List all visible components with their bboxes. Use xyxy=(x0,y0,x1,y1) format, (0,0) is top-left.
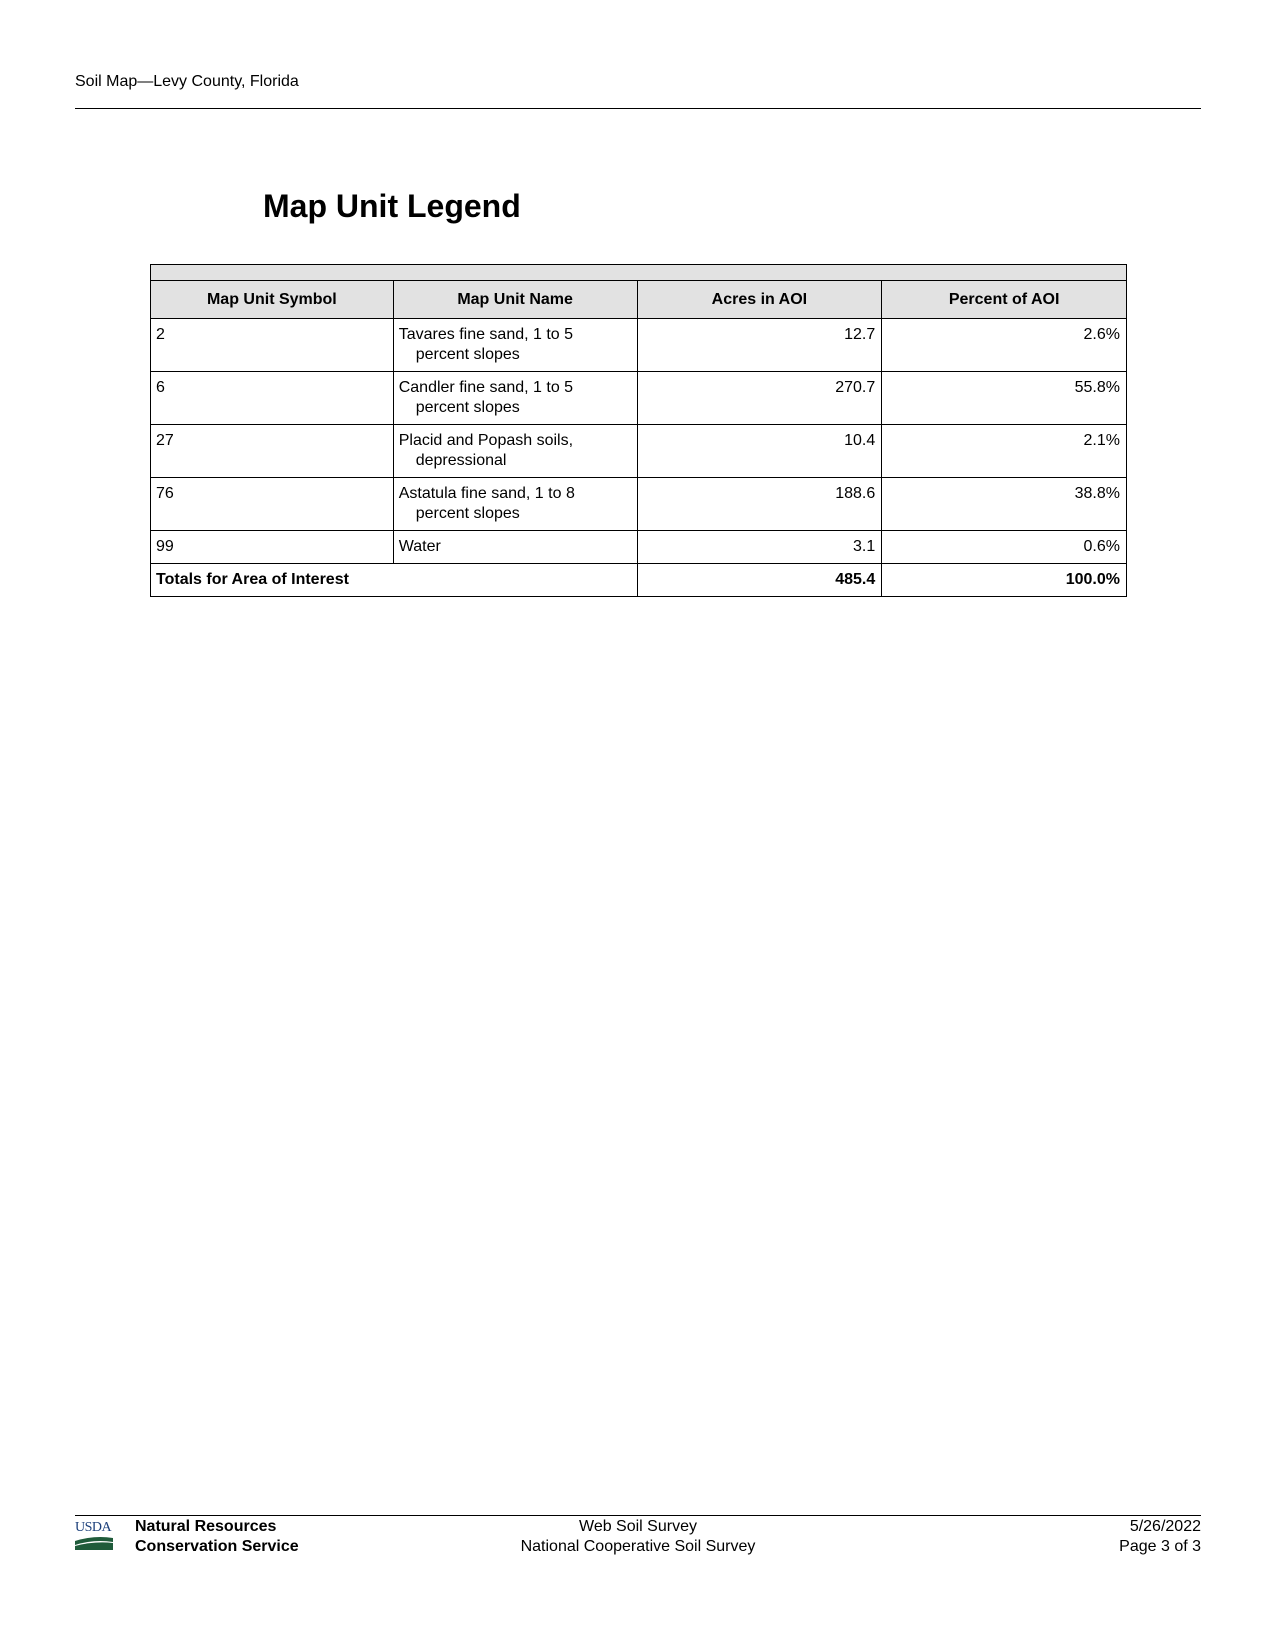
totals-row xyxy=(151,564,1127,597)
cell-name-line1: Astatula fine sand, 1 to 8 xyxy=(398,485,575,502)
table-row xyxy=(151,319,1127,372)
page-header-title: Soil Map—Levy County, Florida xyxy=(75,73,299,90)
totals-label: Totals for Area of Interest xyxy=(151,564,638,597)
cell-acres: 10.4 xyxy=(637,425,882,478)
cell-acres: 3.1 xyxy=(637,531,882,564)
table-row xyxy=(151,372,1127,425)
section-title: Map Unit Legend xyxy=(263,188,521,224)
cell-percent: 38.8% xyxy=(882,478,1127,531)
cell-name-line1: Candler fine sand, 1 to 5 xyxy=(398,379,574,396)
cell-name: Water xyxy=(393,531,637,564)
cell-symbol: 2 xyxy=(151,319,394,372)
table-row xyxy=(151,478,1127,531)
cell-name xyxy=(393,319,637,372)
cell-symbol: 76 xyxy=(151,478,394,531)
cell-acres: 270.7 xyxy=(637,372,882,425)
footer-agency-line2: Conservation Service xyxy=(135,1538,299,1555)
column-header-acres: Acres in AOI xyxy=(637,281,882,319)
column-header-name: Map Unit Name xyxy=(393,281,637,319)
column-header-symbol: Map Unit Symbol xyxy=(151,281,394,319)
footer-agency xyxy=(135,1517,299,1557)
table-row xyxy=(151,425,1127,478)
cell-name xyxy=(393,372,637,425)
footer-date: 5/26/2022 xyxy=(1129,1518,1201,1535)
cell-percent: 0.6% xyxy=(882,531,1127,564)
footer-center-line2: National Cooperative Soil Survey xyxy=(520,1538,756,1555)
column-header-percent: Percent of AOI xyxy=(882,281,1127,319)
footer-center-line1: Web Soil Survey xyxy=(579,1518,697,1535)
cell-name-line1: Placid and Popash soils, xyxy=(398,432,574,449)
cell-percent: 55.8% xyxy=(882,372,1127,425)
footer-agency-line1: Natural Resources xyxy=(135,1518,277,1535)
cell-name-line2: percent slopes xyxy=(415,346,520,363)
map-unit-legend-table xyxy=(150,264,1127,597)
cell-acres: 188.6 xyxy=(637,478,882,531)
cell-name xyxy=(393,425,637,478)
cell-percent: 2.6% xyxy=(882,319,1127,372)
cell-name-line2: percent slopes xyxy=(415,505,520,522)
cell-symbol: 6 xyxy=(151,372,394,425)
footer-center xyxy=(438,1517,838,1557)
totals-percent: 100.0% xyxy=(882,564,1127,597)
cell-symbol: 27 xyxy=(151,425,394,478)
footer-right xyxy=(1119,1517,1201,1557)
cell-percent: 2.1% xyxy=(882,425,1127,478)
cell-name-line2: depressional xyxy=(415,452,507,469)
totals-acres: 485.4 xyxy=(637,564,882,597)
header-divider xyxy=(75,108,1201,109)
cell-symbol: 99 xyxy=(151,531,394,564)
cell-name xyxy=(393,478,637,531)
table-title-band xyxy=(151,265,1127,281)
cell-name-line1: Tavares fine sand, 1 to 5 xyxy=(398,326,574,343)
cell-acres: 12.7 xyxy=(637,319,882,372)
usda-logo-swoosh-icon xyxy=(75,1535,113,1551)
footer-page-number: Page 3 of 3 xyxy=(1119,1538,1201,1555)
cell-name-line2: percent slopes xyxy=(415,399,520,416)
table-row xyxy=(151,531,1127,564)
table-header-row xyxy=(151,281,1127,319)
usda-logo-text: USDA xyxy=(75,1520,112,1535)
footer-divider xyxy=(75,1515,1201,1516)
usda-logo xyxy=(75,1521,113,1551)
